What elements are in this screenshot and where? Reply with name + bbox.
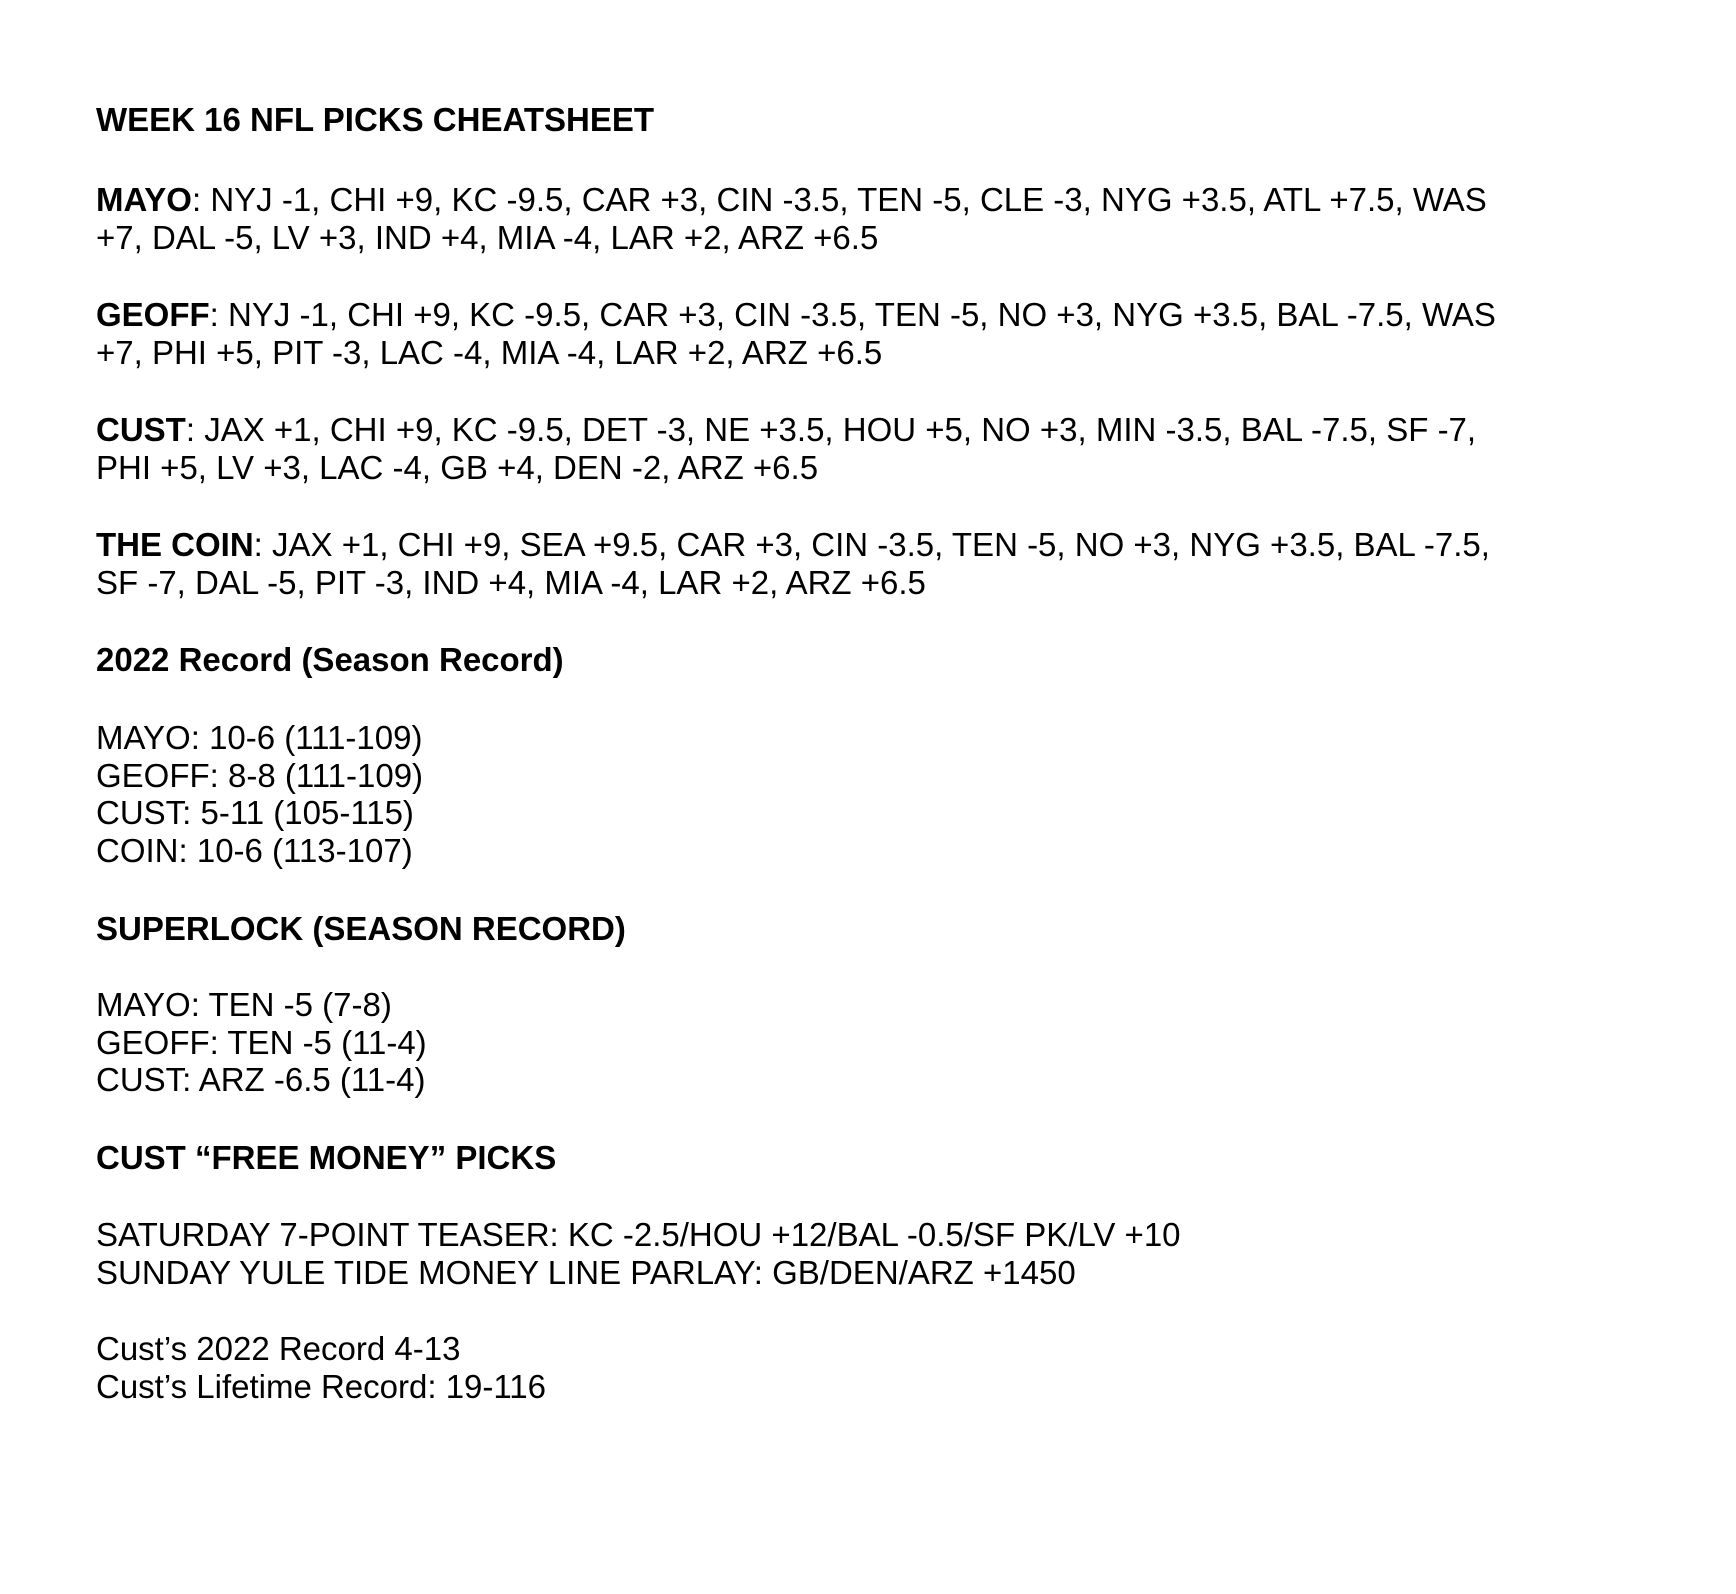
superlock-line: CUST: ARZ -6.5 (11-4) (96, 1061, 426, 1098)
cust-record-line: Cust’s 2022 Record 4-13 (96, 1330, 461, 1367)
picks-text: JAX +1, CHI +9, KC -9.5, DET -3, NE +3.5, HOU +5, NO +3, MIN -3.5, BAL -7.5, SF -7, (204, 411, 1477, 448)
picks-line: PHI +5, LV +3, LAC -4, GB +4, DEN -2, ARZ +6.5 (96, 448, 819, 486)
superlock-list (96, 986, 427, 1099)
picks-the-coin (96, 526, 1586, 601)
record-list (96, 719, 423, 869)
record-line: COIN: 10-6 (113-107) (96, 831, 413, 869)
record-line: MAYO: 10-6 (111-109) (96, 719, 423, 756)
free-money-line: SATURDAY 7-POINT TEASER: KC -2.5/HOU +12/BAL -0.5/SF PK/LV +10 (96, 1216, 1181, 1253)
record-heading: 2022 Record (Season Record) (96, 641, 564, 678)
picks-line: THE COIN: JAX +1, CHI +9, SEA +9.5, CAR +3, CIN -3.5, TEN -5, NO +3, NYG +3.5, BAL -7.5, (96, 526, 1490, 563)
picks-text: NYJ -1, CHI +9, KC -9.5, CAR +3, CIN -3.5, TEN -5, CLE -3, NYG +3.5, ATL +7.5, WAS (210, 181, 1487, 218)
picks-line: CUST: JAX +1, CHI +9, KC -9.5, DET -3, NE +3.5, HOU +5, NO +3, MIN -3.5, BAL -7.5, SF -7, (96, 411, 1477, 448)
picks-line: SF -7, DAL -5, PIT -3, IND +4, MIA -4, LAR +2, ARZ +6.5 (96, 563, 926, 601)
superlock-line: GEOFF: TEN -5 (11-4) (96, 1023, 427, 1061)
free-money-heading: CUST “FREE MONEY” PICKS (96, 1139, 557, 1176)
cust-record-line: Cust’s Lifetime Record: 19-116 (96, 1367, 546, 1405)
picker-name: CUST (96, 411, 186, 448)
picks-line: +7, PHI +5, PIT -3, LAC -4, MIA -4, LAR +2, ARZ +6.5 (96, 333, 883, 371)
picks-cust (96, 411, 1586, 486)
picks-text: JAX +1, CHI +9, SEA +9.5, CAR +3, CIN -3.5, TEN -5, NO +3, NYG +3.5, BAL -7.5, (272, 526, 1490, 563)
page-title: WEEK 16 NFL PICKS CHEATSHEET (96, 101, 655, 138)
superlock-line: MAYO: TEN -5 (7-8) (96, 986, 392, 1023)
picks-mayo (96, 181, 1586, 256)
picks-line: GEOFF: NYJ -1, CHI +9, KC -9.5, CAR +3, CIN -3.5, TEN -5, NO +3, NYG +3.5, BAL -7.5, WAS (96, 296, 1496, 333)
picks-line: MAYO: NYJ -1, CHI +9, KC -9.5, CAR +3, CIN -3.5, TEN -5, CLE -3, NYG +3.5, ATL +7.5, WAS (96, 181, 1487, 218)
picker-name: GEOFF (96, 296, 210, 333)
picks-line: +7, DAL -5, LV +3, IND +4, MIA -4, LAR +2, ARZ +6.5 (96, 218, 879, 256)
record-line: GEOFF: 8-8 (111-109) (96, 756, 424, 794)
picks-text: NYJ -1, CHI +9, KC -9.5, CAR +3, CIN -3.5, TEN -5, NO +3, NYG +3.5, BAL -7.5, WAS (228, 296, 1496, 333)
free-money-list (96, 1216, 1181, 1291)
record-line: CUST: 5-11 (105-115) (96, 794, 414, 831)
picker-name: MAYO (96, 181, 192, 218)
cust-record-list (96, 1330, 546, 1405)
picks-geoff (96, 296, 1586, 371)
picker-name: THE COIN (96, 526, 254, 563)
free-money-line: SUNDAY YULE TIDE MONEY LINE PARLAY: GB/DEN/ARZ +1450 (96, 1253, 1076, 1291)
superlock-heading: SUPERLOCK (SEASON RECORD) (96, 910, 626, 947)
